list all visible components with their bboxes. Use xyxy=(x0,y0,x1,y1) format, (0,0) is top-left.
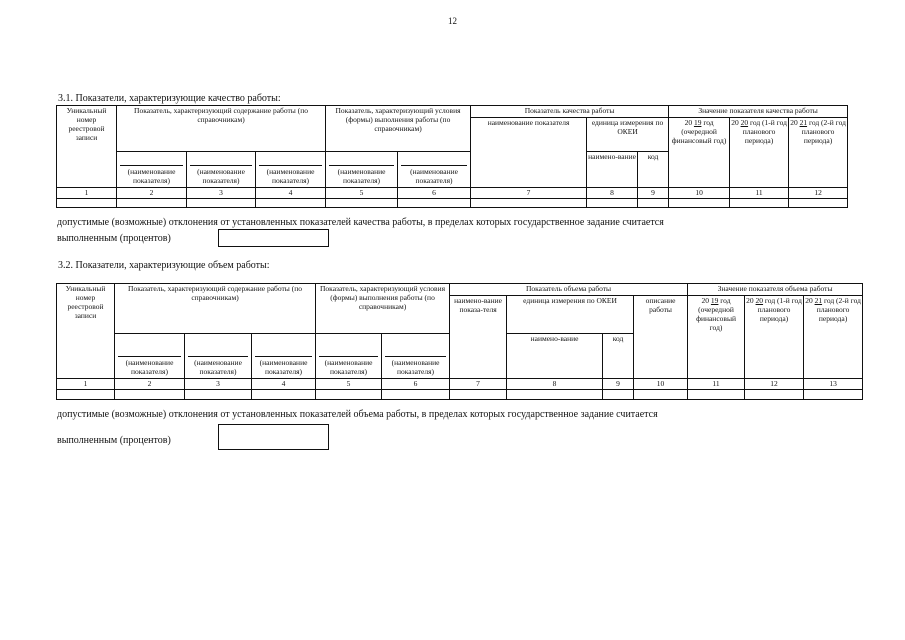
column-number: 9 xyxy=(638,188,669,199)
header-year-1: 20 19 год (очередной финансовый год) xyxy=(669,118,730,188)
quality-deviation-label: выполненным (процентов) xyxy=(57,233,171,244)
column-number: 7 xyxy=(450,379,507,390)
empty-cell[interactable] xyxy=(450,390,507,400)
empty-cell[interactable] xyxy=(115,390,185,400)
header-year-1: 20 19 год (очередной финансовый год) xyxy=(688,296,745,379)
section-3-1-heading: 3.1. Показатели, характеризующие качество работы: xyxy=(58,93,281,104)
column-number: 3 xyxy=(187,188,256,199)
column-number: 11 xyxy=(688,379,745,390)
header-unit-code: код xyxy=(603,334,634,379)
column-number: 11 xyxy=(730,188,789,199)
header-quality-value: Значение показателя качества работы xyxy=(669,106,848,118)
header-year-3: 20 21 год (2-й год планового периода) xyxy=(789,118,848,188)
empty-cell[interactable] xyxy=(256,199,326,208)
column-number: 6 xyxy=(398,188,471,199)
sub-indicator-name: (наименование показателя) xyxy=(398,152,471,188)
empty-cell[interactable] xyxy=(187,199,256,208)
column-number: 6 xyxy=(382,379,450,390)
column-number: 7 xyxy=(471,188,587,199)
sub-indicator-name: (наименование показателя) xyxy=(252,334,316,379)
sub-indicator-name: (наименование показателя) xyxy=(187,152,256,188)
empty-cell[interactable] xyxy=(326,199,398,208)
sub-indicator-name: (наименование показателя) xyxy=(326,152,398,188)
column-number: 8 xyxy=(507,379,603,390)
header-year-2: 20 20 год (1-й год планового периода) xyxy=(745,296,804,379)
empty-cell[interactable] xyxy=(382,390,450,400)
column-number: 8 xyxy=(587,188,638,199)
header-work-description: описание работы xyxy=(634,296,688,379)
column-number: 12 xyxy=(745,379,804,390)
header-year-2: 20 20 год (1-й год планового периода) xyxy=(730,118,789,188)
volume-deviation-input[interactable] xyxy=(218,424,329,450)
column-number: 2 xyxy=(115,379,185,390)
empty-cell[interactable] xyxy=(587,199,638,208)
sub-indicator-name: (наименование показателя) xyxy=(316,334,382,379)
column-number: 5 xyxy=(326,188,398,199)
header-unit-name: наимено-вание xyxy=(507,334,603,379)
quality-table xyxy=(56,105,848,208)
header-volume-indicator: Показатель объема работы xyxy=(450,284,688,296)
quality-deviation-text: допустимые (возможные) отклонения от установленных показателей качества работы, в пределах которых государственное задание считается xyxy=(57,217,664,228)
column-number: 5 xyxy=(316,379,382,390)
sub-indicator-name: (наименование показателя) xyxy=(256,152,326,188)
volume-deviation-text: допустимые (возможные) отклонения от установленных показателей объема работы, в пределах которых государственное задание считается xyxy=(57,409,658,420)
header-indicator-name: наименование показателя xyxy=(471,118,587,188)
header-quality-indicator: Показатель качества работы xyxy=(471,106,669,118)
empty-cell[interactable] xyxy=(804,390,863,400)
sub-indicator-name: (наименование показателя) xyxy=(382,334,450,379)
header-unit-okei: единица измерения по ОКЕИ xyxy=(507,296,634,334)
column-number: 1 xyxy=(57,188,117,199)
table-row xyxy=(57,390,863,400)
column-number: 2 xyxy=(117,188,187,199)
volume-deviation-label: выполненным (процентов) xyxy=(57,435,171,446)
header-volume-value: Значение показателя объема работы xyxy=(688,284,863,296)
column-number: 3 xyxy=(185,379,252,390)
header-unique-record: Уникальный номер реестровой записи xyxy=(57,106,117,188)
empty-cell[interactable] xyxy=(471,199,587,208)
empty-cell[interactable] xyxy=(669,199,730,208)
volume-table xyxy=(56,283,863,400)
column-number: 13 xyxy=(804,379,863,390)
table-row xyxy=(57,199,848,208)
header-work-conditions: Показатель, характеризующий условия (формы) выполнения работы (по справочникам) xyxy=(326,106,471,152)
empty-cell[interactable] xyxy=(634,390,688,400)
header-year-3: 20 21 год (2-й год планового периода) xyxy=(804,296,863,379)
empty-cell[interactable] xyxy=(789,199,848,208)
column-number: 1 xyxy=(57,379,115,390)
section-3-2-heading: 3.2. Показатели, характеризующие объем работы: xyxy=(58,260,270,271)
column-number: 4 xyxy=(256,188,326,199)
sub-indicator-name: (наименование показателя) xyxy=(185,334,252,379)
sub-indicator-name: (наименование показателя) xyxy=(117,152,187,188)
header-unique-record: Уникальный номер реестровой записи xyxy=(57,284,115,379)
column-number: 12 xyxy=(789,188,848,199)
header-unit-code: код xyxy=(638,152,669,188)
empty-cell[interactable] xyxy=(252,390,316,400)
header-work-content: Показатель, характеризующий содержание работы (по справочникам) xyxy=(117,106,326,152)
column-number: 4 xyxy=(252,379,316,390)
column-number: 9 xyxy=(603,379,634,390)
empty-cell[interactable] xyxy=(638,199,669,208)
empty-cell[interactable] xyxy=(730,199,789,208)
empty-cell[interactable] xyxy=(398,199,471,208)
empty-cell[interactable] xyxy=(688,390,745,400)
header-work-conditions: Показатель, характеризующий условия (формы) выполнения работы (по справочникам) xyxy=(316,284,450,334)
sub-indicator-name: (наименование показателя) xyxy=(115,334,185,379)
empty-cell[interactable] xyxy=(57,199,117,208)
header-work-content: Показатель, характеризующий содержание работы (по справочникам) xyxy=(115,284,316,334)
page-number: 12 xyxy=(448,16,457,26)
empty-cell[interactable] xyxy=(57,390,115,400)
column-number: 10 xyxy=(669,188,730,199)
empty-cell[interactable] xyxy=(507,390,603,400)
empty-cell[interactable] xyxy=(603,390,634,400)
empty-cell[interactable] xyxy=(185,390,252,400)
quality-deviation-input[interactable] xyxy=(218,229,329,247)
column-number: 10 xyxy=(634,379,688,390)
empty-cell[interactable] xyxy=(316,390,382,400)
empty-cell[interactable] xyxy=(745,390,804,400)
header-unit-okei: единица измерения по ОКЕИ xyxy=(587,118,669,152)
header-indicator-name: наимено-вание показа-теля xyxy=(450,296,507,379)
header-unit-name: наимено-вание xyxy=(587,152,638,188)
empty-cell[interactable] xyxy=(117,199,187,208)
